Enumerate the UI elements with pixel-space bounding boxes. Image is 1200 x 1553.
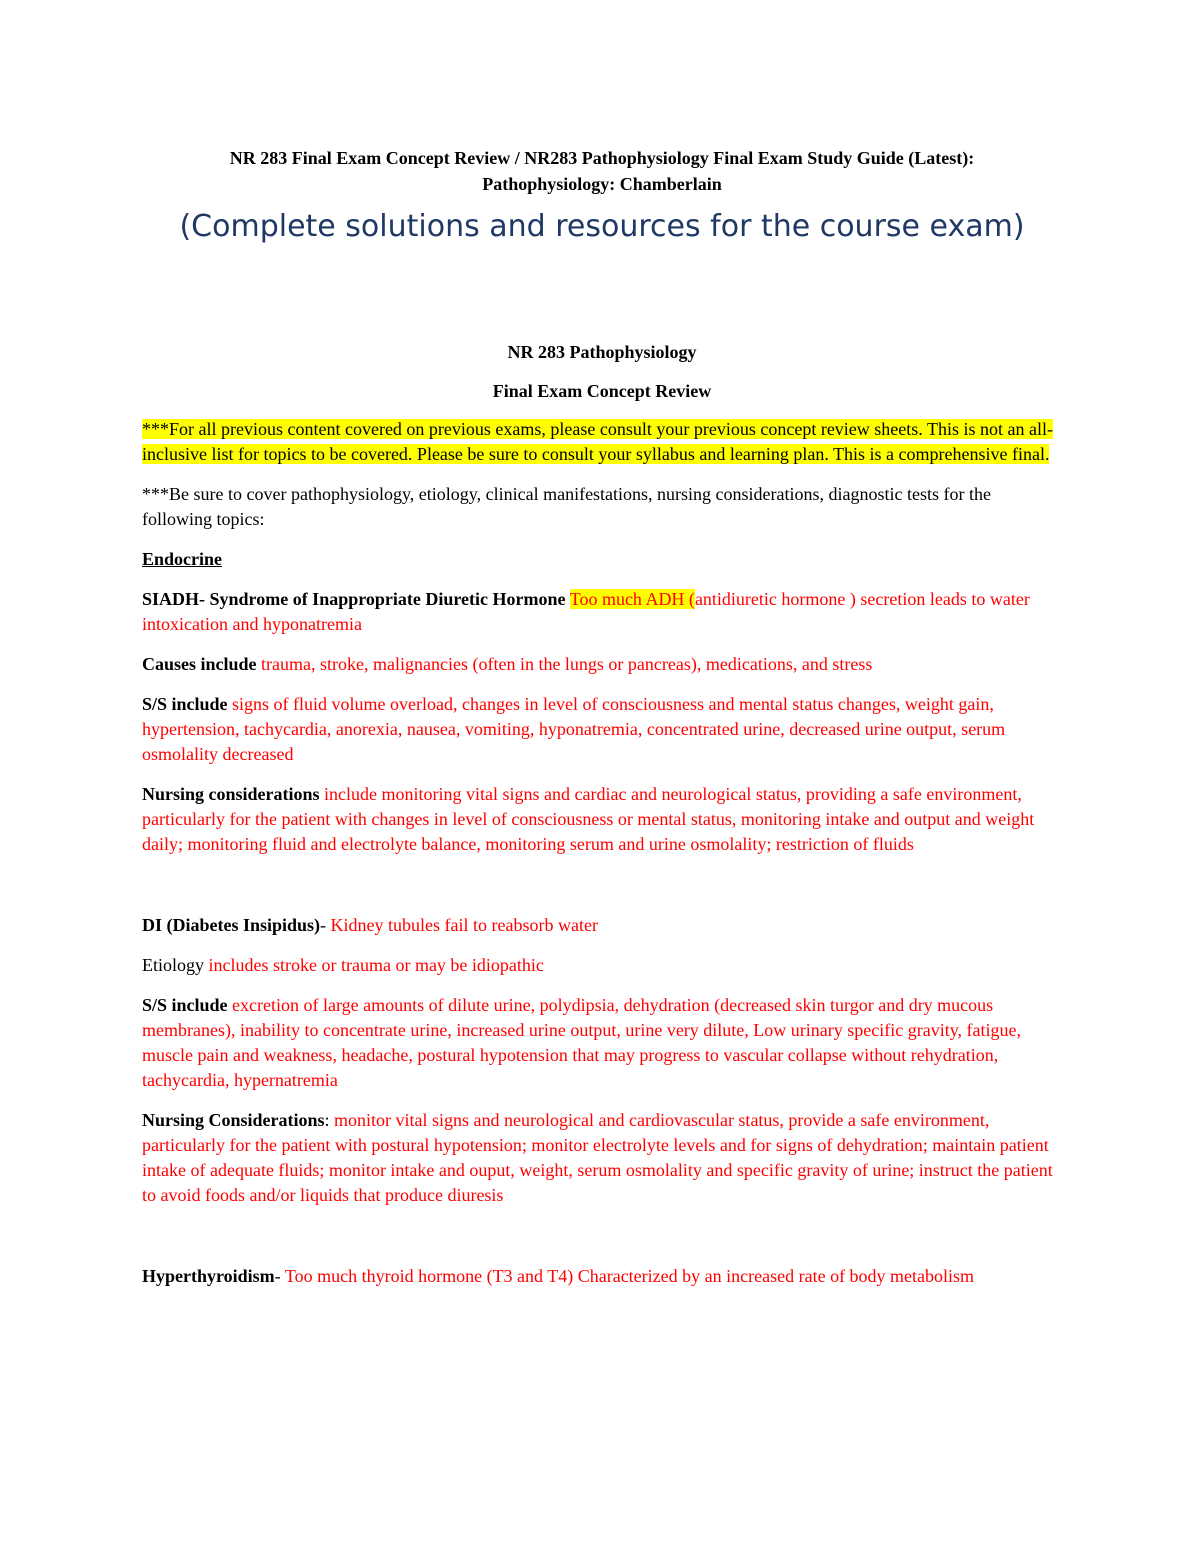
section-heading-endocrine: Endocrine [142,549,223,569]
di-nursing-colon: : [324,1110,330,1130]
di-ss-text: excretion of large amounts of dilute urine, polydipsia, dehydration (decreased skin turgor and dry mucous membranes), inability to concentrate urine, increased urine output, urine very dilute, Low urinary specific gravity, fatigue, muscle pain and weakness, headache, postural hypotension that may progress to vascular collapse without rehydration, tachycardia, hypernatremia [142,995,1022,1090]
siadh-nursing [142,782,1062,857]
di-dash: - [320,915,327,935]
document-title [142,145,1062,197]
instructions-paragraph: ***Be sure to cover pathophysiology, etiology, clinical manifestations, nursing considerations, diagnostic tests for the following topics: [142,484,991,529]
notice-paragraph [142,417,1062,467]
di-ss-label: S/S include [142,995,228,1015]
document-subtitle: (Complete solutions and resources for the course exam) [179,209,1025,244]
siadh-ss-label: S/S include [142,694,228,714]
siadh-description: antidiuretic hormone ) secretion leads to water intoxication and hyponatremia [142,589,1030,634]
siadh-nursing-label: Nursing considerations [142,784,320,804]
di-definition [142,913,1062,938]
siadh-causes [142,652,1062,677]
di-nursing-text: monitor vital signs and neurological and cardiovascular status, provide a safe environment, particularly for the patient with postural hypotension; monitor electrolyte levels and for signs of dehydration; maintain patient intake of adequate fluids; monitor intake and ouput, weight, serum osmolality and specific gravity of urine; instruct the patient to avoid foods and/or liquids that produce diuresis [142,1110,1053,1205]
siadh-ss-text: signs of fluid volume overload, changes in level of consciousness and mental status changes, weight gain, hypertension, tachycardia, anorexia, nausea, vomiting, hyponatremia, concentrated urine, decreased urine output, serum osmolality decreased [142,694,1006,764]
review-heading: Final Exam Concept Review [492,381,712,401]
di-etiology-label: Etiology [142,955,204,975]
di-description: Kidney tubules fail to reabsorb water [330,915,598,935]
notice-text: ***For all previous content covered on previous exams, please consult your previous concept review sheets. This is not an all-inclusive list for topics to be covered. Please be sure to consult your syllabus and learning plan. This is a comprehensive final. [142,419,1053,464]
siadh-label: SIADH- Syndrome of Inappropriate Diuretic Hormone [142,589,566,609]
title-line-2: Pathophysiology: Chamberlain [482,174,722,194]
hyperthyroidism-label: Hyperthyroidism [142,1266,275,1286]
siadh-causes-label: Causes include [142,654,257,674]
siadh-signs-symptoms [142,692,1062,767]
di-label: DI (Diabetes Insipidus) [142,915,321,935]
document-content [142,145,1062,1289]
siadh-definition [142,587,1062,637]
di-nursing-label: Nursing Considerations [142,1110,325,1130]
siadh-nursing-text: include monitoring vital signs and cardiac and neurological status, providing a safe environment, particularly for the patient with changes in level of consciousness or mental status, monitoring intake and output and weight daily; monitoring fluid and electrolyte balance, monitoring serum and urine osmolality; restriction of fluids [142,784,1035,854]
title-line-1: NR 283 Final Exam Concept Review / NR283 Pathophysiology Final Exam Study Guide (Latest): [229,148,975,168]
spacer [142,247,1062,340]
di-signs-symptoms [142,993,1062,1093]
hyperthyroidism-description: Too much thyroid hormone (T3 and T4) Characterized by an increased rate of body metabolism [284,1266,975,1286]
course-heading: NR 283 Pathophysiology [507,342,697,362]
di-nursing [142,1108,1062,1208]
siadh-highlight: Too much ADH ( [569,589,695,609]
di-etiology-text: includes stroke or trauma or may be idiopathic [208,955,544,975]
hyperthyroidism-definition [142,1264,1062,1289]
siadh-causes-text: trauma, stroke, malignancies (often in the lungs or pancreas), medications, and stress [261,654,873,674]
hyperthyroidism-dash: - [274,1266,281,1286]
di-etiology [142,953,1062,978]
